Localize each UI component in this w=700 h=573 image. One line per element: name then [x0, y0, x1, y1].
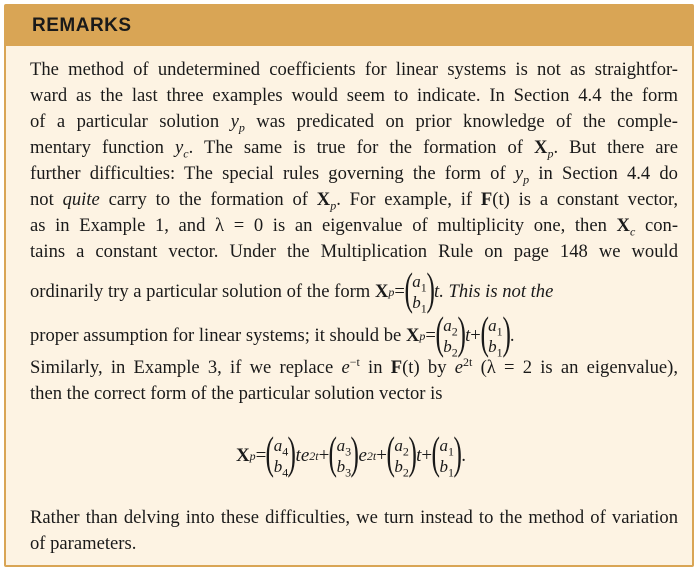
- text-line-5: further difficulties: The special rules governing the form of $y_p$ in Section 4.4 do: [30, 163, 678, 187]
- text-line-9: ordinarily try a particular solution of the form X p = ( $a_1$ $b_1$ ) t. This is not the: [30, 263, 554, 316]
- text-line-11: Similarly, in Example 3, if we replace $e^{-t}$ in F(t) by $e^{2t}$ (λ = 2 is an eigenvalue),: [30, 354, 679, 378]
- vector-a3-b3: ( $a_3$ $b_3$ ): [328, 427, 360, 480]
- text-line-4: mentary function $y_c$. The same is true for the formation of $X_p$. But there are: [30, 137, 678, 161]
- text-line-10: proper assumption for linear systems; it should be X p = ( $a_2$ $b_2$ ) t + ( $a_1$ $b_1$ ) .: [30, 307, 515, 360]
- text-line-6: not quite carry to the formation of $X_p$. For example, if F(t) is a constant vector,: [30, 189, 679, 213]
- text-line-3: of a particular solution $y_p$ was predicated on prior knowledge of the comple-: [30, 111, 678, 135]
- remarks-box: [4, 4, 694, 567]
- text-line-1: The method of undetermined coefficients for linear systems is not as straightfor-: [30, 59, 678, 80]
- text-line-7: as in Example 1, and λ = 0 is an eigenvalue of multiplicity one, then $X_c$ con-: [30, 215, 679, 239]
- closing-paragraph: Rather than delving into these difficulties, we turn instead to the method of variation of parameters.: [30, 507, 678, 554]
- display-equation: X p = ( $a_4$ $b_4$ ) te 2t + ( $a_3$ $b_3$ ) e 2t + ( $a_2$ $b_2$ ) t + ( $a_1$ $b_1$ ) .: [235, 427, 467, 480]
- remarks-title: REMARKS: [32, 15, 132, 36]
- text-line-2: ward as the last three examples would seem to indicate. In Section 4.4 the form: [30, 85, 678, 106]
- vector-a1-b1-second: ( $a_1$ $b_1$ ): [480, 307, 511, 360]
- remarks-paragraph: [30, 57, 678, 407]
- vector-a1-b1-display: ( $a_1$ $b_1$ ): [431, 427, 462, 480]
- vector-a2-b2-display: ( $a_2$ $b_2$ ): [386, 427, 417, 480]
- vector-a1-b1: ( $a_1$ $b_1$ ): [404, 263, 435, 316]
- text-line-8: tains a constant vector. Under the Multiplication Rule on page 148 we would: [30, 241, 678, 262]
- text-line-12: then the correct form of the particular solution vector is: [30, 383, 443, 404]
- vector-a4-b4: ( $a_4$ $b_4$ ): [265, 427, 297, 480]
- vector-a2-b2: ( $a_2$ $b_2$ ): [435, 307, 466, 360]
